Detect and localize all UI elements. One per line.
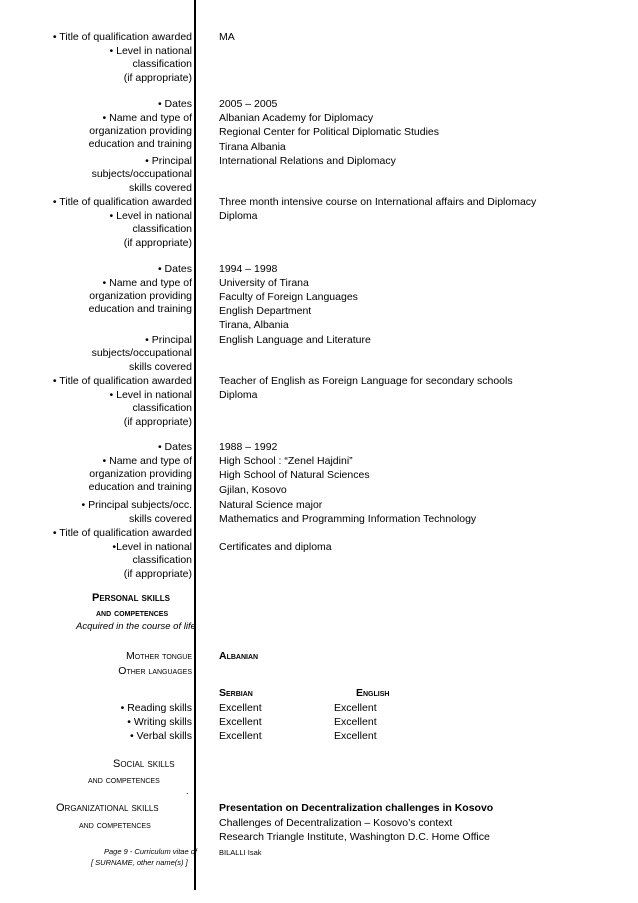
organizational-value-2: Challenges of Decentralization – Kosovo’s context (219, 817, 453, 829)
edu3-level-value: Diploma (219, 389, 258, 401)
serbian-reading-value: Excellent (219, 702, 262, 714)
edu2-subj-value: International Relations and Diplomacy (219, 155, 396, 167)
language-english: English (356, 687, 390, 699)
edu3-org-value-2: Faculty of Foreign Languages (219, 291, 358, 303)
edu2-title-label: • Title of qualification awarded (52, 196, 192, 208)
other-languages-label: Other languages (118, 665, 192, 677)
edu4-level-value: Certificates and diploma (219, 541, 332, 553)
edu4-org-label-1: • Name and type of (102, 455, 192, 467)
edu3-subj-label-1: • Principal (145, 334, 192, 346)
edu1-level-label-1: • Level in national (109, 45, 192, 57)
edu2-level-value: Diploma (219, 210, 258, 222)
social-dot: . (186, 786, 189, 796)
edu4-level-label-2: classification (132, 554, 192, 566)
organizational-value-1: Presentation on Decentralization challenges in Kosovo (219, 802, 494, 814)
edu4-org-value-3: Gjilan, Kosovo (219, 484, 287, 496)
social-competences-heading: and competences (88, 774, 160, 786)
edu2-dates-value: 2005 – 2005 (219, 98, 278, 110)
edu1-title-value: MA (219, 31, 235, 43)
footer-page-line-1: Page 9 - Curriculum vitae of (104, 847, 197, 856)
edu2-dates-label: • Dates (157, 98, 192, 110)
edu4-org-label-3: education and training (88, 481, 192, 493)
edu3-org-label-1: • Name and type of (102, 277, 192, 289)
edu3-org-value-1: University of Tirana (219, 277, 309, 289)
language-serbian: Serbian (219, 687, 253, 699)
edu1-level-label-2: classification (132, 58, 192, 70)
edu2-org-label-3: education and training (88, 138, 192, 150)
edu2-level-label-3: (if appropriate) (123, 237, 192, 249)
edu1-title-label: • Title of qualification awarded (52, 31, 192, 43)
english-reading-value: Excellent (334, 702, 377, 714)
edu4-subj-value-1: Natural Science major (219, 499, 323, 511)
english-writing-value: Excellent (334, 716, 377, 728)
edu2-level-label-1: • Level in national (109, 210, 192, 222)
edu2-subj-label-3: skills covered (128, 182, 192, 194)
edu3-level-label-3: (if appropriate) (123, 416, 192, 428)
edu3-level-label-2: classification (132, 402, 192, 414)
edu4-title-label: • Title of qualification awarded (52, 527, 192, 539)
edu4-org-value-2: High School of Natural Sciences (219, 469, 370, 481)
edu2-org-value-1: Albanian Academy for Diplomacy (219, 112, 374, 124)
organizational-competences-heading: and competences (79, 819, 151, 831)
social-skills-heading: Social skills (113, 758, 175, 770)
edu2-org-label-2: organization providing (89, 125, 192, 137)
writing-skills-label: • Writing skills (127, 716, 192, 728)
edu4-org-label-2: organization providing (89, 468, 192, 480)
edu3-dates-label: • Dates (157, 263, 192, 275)
edu3-subj-label-3: skills covered (128, 361, 192, 373)
reading-skills-label: • Reading skills (120, 702, 192, 714)
serbian-verbal-value: Excellent (219, 730, 262, 742)
organizational-value-3: Research Triangle Institute, Washington D.C. Home Office (219, 831, 490, 843)
serbian-writing-value: Excellent (219, 716, 262, 728)
edu3-title-label: • Title of qualification awarded (52, 375, 192, 387)
edu4-dates-value: 1988 – 1992 (219, 441, 278, 453)
edu1-level-label-3: (if appropriate) (123, 72, 192, 84)
personal-subtitle: Acquired in the course of life (76, 621, 196, 632)
edu4-subj-value-2: Mathematics and Programming Information Technology (219, 513, 477, 525)
edu3-subj-label-2: subjects/occupational (91, 347, 192, 359)
personal-skills-heading: Personal skills (92, 592, 170, 604)
edu3-org-value-4: Tirana, Albania (219, 319, 289, 331)
edu2-level-label-2: classification (132, 223, 192, 235)
column-divider-line (194, 0, 196, 890)
edu2-title-value: Three month intensive course on International affairs and Diplomacy (219, 196, 537, 208)
edu3-title-value: Teacher of English as Foreign Language for secondary schools (219, 375, 513, 387)
edu4-dates-label: • Dates (157, 441, 192, 453)
edu3-org-label-3: education and training (88, 303, 192, 315)
organizational-skills-heading: Organizational skills (56, 802, 159, 814)
edu4-level-label-3: (if appropriate) (123, 568, 192, 580)
edu2-org-value-3: Tirana Albania (219, 141, 286, 153)
edu4-subj-label-1: • Principal subjects/occ. (81, 499, 192, 511)
edu4-subj-label-2: skills covered (128, 513, 192, 525)
mother-tongue-label: Mother tongue (126, 650, 192, 662)
edu2-org-value-2: Regional Center for Political Diplomatic Studies (219, 126, 440, 138)
mother-tongue-value: Albanian (219, 650, 259, 662)
english-verbal-value: Excellent (334, 730, 377, 742)
footer-name: BILALLI Isak (219, 848, 262, 857)
edu4-level-label-1: •Level in national (112, 541, 192, 553)
footer-page-line-2: [ SURNAME, other name(s) ] (91, 858, 188, 867)
verbal-skills-label: • Verbal skills (129, 730, 192, 742)
edu2-org-label-1: • Name and type of (102, 112, 192, 124)
personal-competences-heading: and competences (96, 607, 169, 619)
edu3-subj-value: English Language and Literature (219, 334, 371, 346)
edu3-org-label-2: organization providing (89, 290, 192, 302)
edu3-level-label-1: • Level in national (109, 389, 192, 401)
edu4-org-value-1: High School : “Zenel Hajdini” (219, 455, 353, 467)
edu2-subj-label-2: subjects/occupational (91, 168, 192, 180)
edu3-org-value-3: English Department (219, 305, 312, 317)
edu2-subj-label-1: • Principal (145, 155, 192, 167)
edu3-dates-value: 1994 – 1998 (219, 263, 278, 275)
